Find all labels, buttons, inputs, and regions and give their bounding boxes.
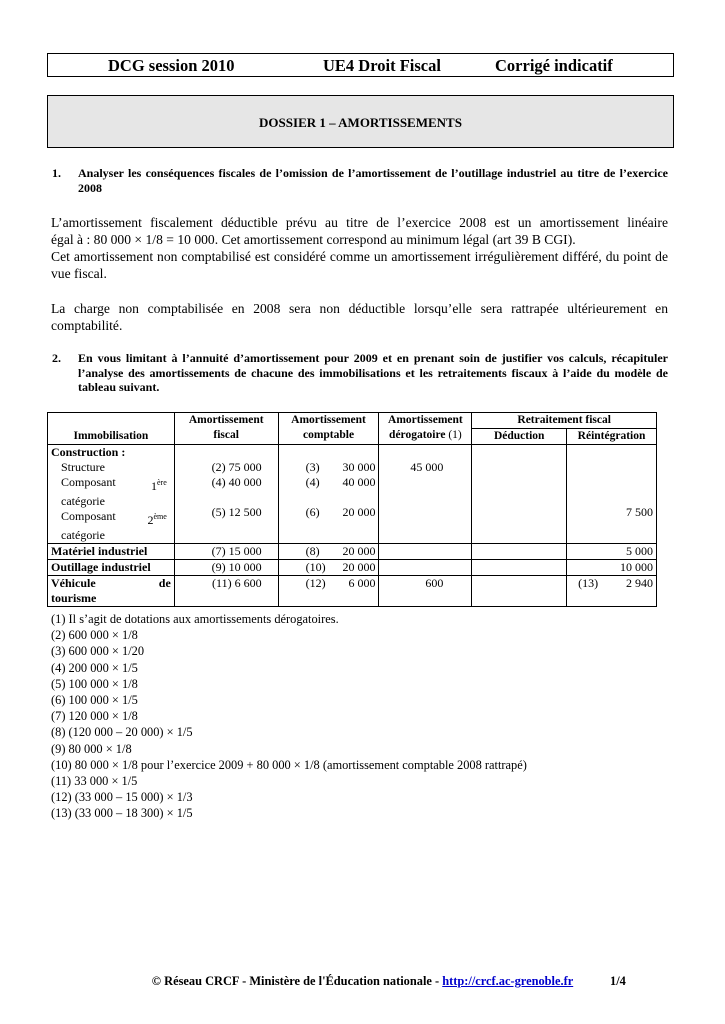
header-session: DCG session 2010 — [108, 56, 235, 75]
label-vehicule-tourisme: tourisme — [51, 591, 97, 605]
cell-construction-deduction — [472, 445, 567, 544]
outillage-fiscal: (9) 10 000 — [174, 560, 278, 576]
outillage-reintegration: 10 000 — [567, 560, 657, 576]
label-composant-2-word: Composant — [61, 509, 116, 523]
composant-1-comptable — [282, 475, 376, 490]
note-1: (1) Il s’agit de dotations aux amortissements dérogatoires. — [51, 612, 339, 626]
table-header-row-1 — [48, 413, 657, 429]
label-vehicule-word: Véhicule — [51, 576, 96, 590]
footer-text: © Réseau CRCF - Ministère de l'Éducation nationale - — [151, 974, 443, 988]
materiel-comptable-ref: (8) — [305, 544, 320, 558]
label-vehicule — [48, 576, 175, 607]
note-13: (13) (33 000 – 18 300) × 1/5 — [51, 806, 193, 821]
rank-2-suffix: ème — [153, 512, 167, 521]
question-2 — [52, 351, 670, 396]
header-amort-comptable: Amortissement comptable — [278, 413, 379, 445]
dossier-title: DOSSIER 1 – AMORTISSEMENTS — [47, 95, 674, 148]
label-construction: Construction : — [51, 445, 126, 459]
vehicule-reintegration-ref: (13) — [578, 576, 599, 590]
materiel-fiscal: (7) 15 000 — [174, 544, 278, 560]
label-composant-2-rank — [147, 509, 166, 528]
outillage-comptable — [278, 560, 379, 576]
question-1-number: 1. — [52, 166, 61, 180]
table-row-construction — [48, 445, 657, 544]
cell-construction-comptable — [278, 445, 379, 544]
paragraph-2: La charge non comptabilisée en 2008 sera non déductible lorsqu’elle sera rattrapée ultérieurement en comptabilité. — [51, 301, 668, 333]
composant-2-comptable-ref: (6) — [305, 505, 320, 519]
paragraph-1 — [51, 214, 668, 282]
question-2-text: En vous limitant à l’annuité d’amortissement pour 2009 et en prenant soin de justifier vos calculs, récapituler l’analyse des amortissements de chacune des immobilisations et les retraitements fiscaux à l’aide du modèle de tableau suivant. — [78, 351, 668, 394]
label-materiel: Matériel industriel — [48, 544, 175, 560]
header-retraitement: Retraitement fiscal — [472, 413, 657, 429]
header-immobilisation: Immobilisation — [48, 413, 175, 445]
outillage-deduction — [472, 560, 567, 576]
materiel-reintegration: 5 000 — [567, 544, 657, 560]
materiel-derog — [379, 544, 472, 560]
note-5: (5) 100 000 × 1/8 — [51, 676, 138, 691]
page-number: 1/4 — [610, 974, 626, 988]
structure-derog: 45 000 — [410, 460, 444, 474]
vehicule-fiscal: (11) 6 600 — [174, 576, 278, 607]
rank-1-number: 1 — [151, 479, 157, 493]
rank-2-number: 2 — [147, 513, 154, 527]
note-8: (8) (120 000 – 20 000) × 1/5 — [51, 725, 193, 740]
label-vehicule-de: de — [158, 576, 171, 590]
vehicule-reintegration — [567, 576, 657, 607]
composant-1-comptable-value: 40 000 — [342, 475, 376, 489]
question-1-text: Analyser les conséquences fiscales de l’omission de l’amortissement de l’outillage industriel au titre de l’exercice 2008 — [78, 166, 668, 195]
cell-construction-derog — [379, 445, 472, 544]
note-3: (3) 600 000 × 1/20 — [51, 644, 145, 659]
vehicule-reintegration-value: 2 940 — [626, 576, 653, 590]
vehicule-comptable-value: 6 000 — [348, 576, 376, 590]
label-composant-1-word: Composant — [61, 475, 116, 489]
table-notes — [51, 611, 527, 822]
label-categorie-1: catégorie — [61, 494, 105, 508]
composant-2-comptable — [282, 505, 376, 520]
note-9: (9) 80 000 × 1/8 — [51, 741, 132, 756]
composant-2-reintegration: 7 500 — [626, 505, 653, 519]
paragraph-1-line-1: L’amortissement fiscalement déductible prévu au titre de l’exercice 2008 est un amortissement linéaire — [51, 215, 668, 230]
cell-construction-fiscal — [174, 445, 278, 544]
header-amort-derogatoire — [379, 413, 472, 445]
composant-1-comptable-ref: (4) — [305, 475, 320, 489]
label-outillage: Outillage industriel — [48, 560, 175, 576]
header-derog-label: Amortissement dérogatoire — [388, 414, 463, 441]
paragraph-1-line-3: Cet amortissement non comptabilisé est considéré comme un amortissement irrégulièrement différé, du point de vue fiscal. — [51, 249, 668, 281]
footer-link[interactable]: http://crcf.ac-grenoble.fr — [442, 974, 574, 988]
vehicule-comptable — [278, 576, 379, 607]
vehicule-comptable-ref: (12) — [305, 576, 326, 590]
structure-comptable-ref: (3) — [305, 460, 320, 474]
header-deduction: Déduction — [472, 429, 567, 445]
materiel-comptable — [278, 544, 379, 560]
cell-construction-labels — [48, 445, 175, 544]
cell-construction-reintegration — [567, 445, 657, 544]
header-reintegration: Réintégration — [567, 429, 657, 445]
composant-2-fiscal: (5) 12 500 — [211, 505, 262, 519]
composant-1-fiscal: (4) 40 000 — [211, 475, 262, 489]
composant-2-comptable-value: 20 000 — [342, 505, 376, 519]
note-7: (7) 120 000 × 1/8 — [51, 709, 138, 724]
materiel-comptable-value: 20 000 — [342, 544, 376, 558]
label-composant-1 — [51, 475, 171, 494]
note-2: (2) 600 000 × 1/8 — [51, 628, 138, 643]
label-structure: Structure — [61, 460, 105, 474]
structure-fiscal: (2) 75 000 — [211, 460, 262, 474]
label-categorie-2: catégorie — [61, 528, 105, 542]
vehicule-deduction — [472, 576, 567, 607]
header-derog-note: (1) — [448, 429, 462, 441]
structure-comptable — [282, 460, 376, 475]
outillage-comptable-ref: (10) — [305, 560, 326, 574]
table-row-materiel — [48, 544, 657, 560]
paragraph-1-line-2: égal à : 80 000 × 1/8 = 10 000. Cet amortissement correspond au minimum légal (art 39 B CGI). — [51, 232, 576, 247]
label-composant-2 — [51, 509, 171, 528]
outillage-comptable-value: 20 000 — [342, 560, 376, 574]
note-6: (6) 100 000 × 1/5 — [51, 693, 138, 708]
question-2-number: 2. — [52, 351, 61, 365]
table-row-outillage — [48, 560, 657, 576]
structure-comptable-value: 30 000 — [342, 460, 376, 474]
document-header — [47, 53, 674, 77]
header-ue: UE4 Droit Fiscal — [323, 56, 441, 75]
outillage-derog — [379, 560, 472, 576]
question-1 — [52, 166, 670, 196]
note-11: (11) 33 000 × 1/5 — [51, 774, 138, 789]
header-amort-fiscal: Amortissement fiscal — [174, 413, 278, 445]
note-10: (10) 80 000 × 1/8 pour l’exercice 2009 + 80 000 × 1/8 (amortissement comptable 2008 rattrapé) — [51, 757, 527, 772]
table-row-vehicule — [48, 576, 657, 607]
rank-1-suffix: ère — [157, 478, 167, 487]
materiel-deduction — [472, 544, 567, 560]
label-composant-1-rank — [151, 475, 167, 494]
note-4: (4) 200 000 × 1/5 — [51, 660, 138, 675]
amortissements-table — [47, 412, 657, 607]
header-corrige: Corrigé indicatif — [495, 56, 613, 75]
vehicule-derog: 600 — [379, 576, 472, 607]
note-12: (12) (33 000 – 15 000) × 1/3 — [51, 790, 193, 805]
